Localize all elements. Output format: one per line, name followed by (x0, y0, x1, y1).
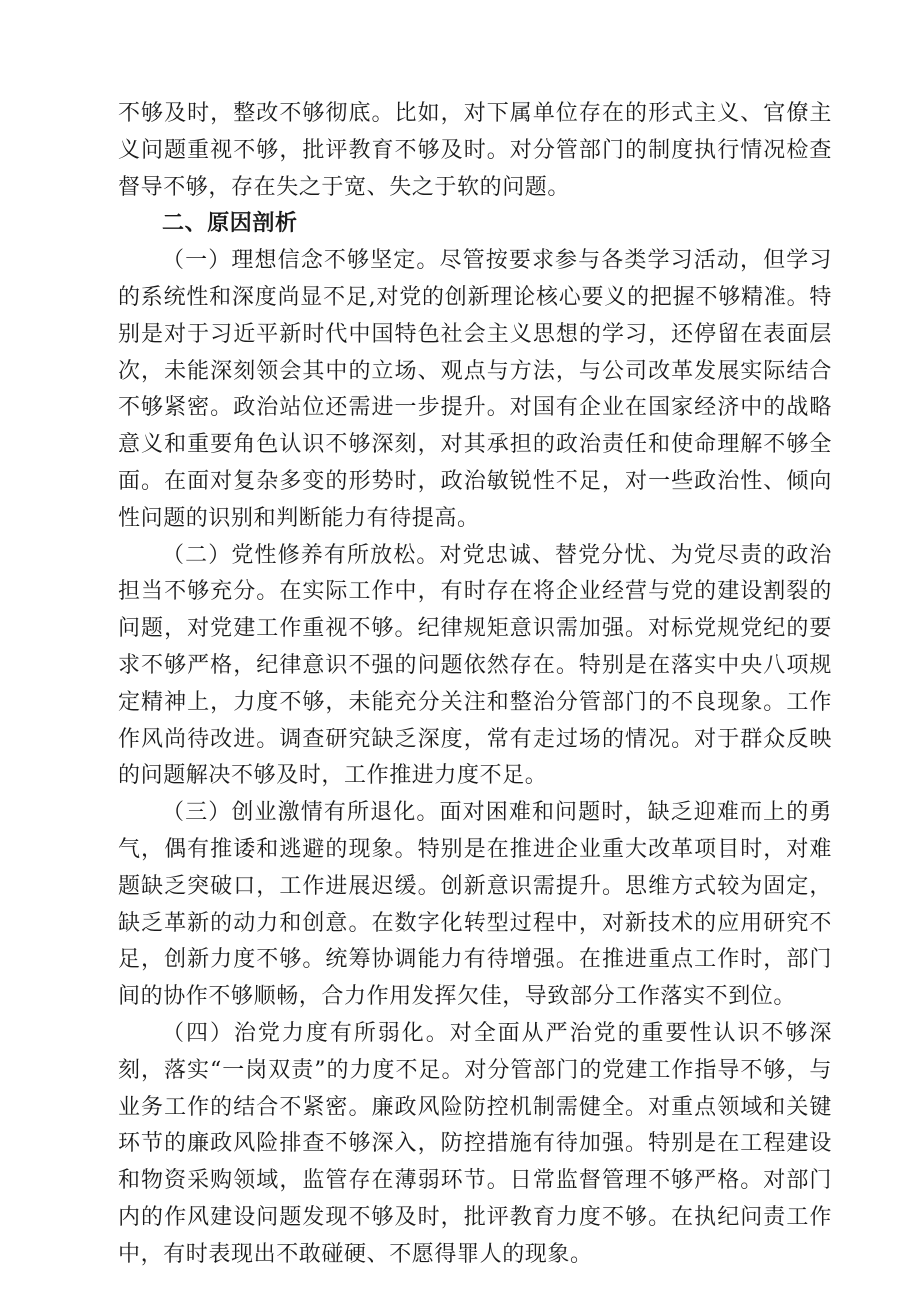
intro-paragraph: 不够及时，整改不够彻底。比如，对下属单位存在的形式主义、官僚主义问题重视不够，批评教育不够及时。对分管部门的制度执行情况检查督导不够，存在失之于宽、失之于软的问题。 (118, 101, 832, 200)
section-heading: 二、原因剖析 (162, 211, 298, 237)
paragraph-party-spirit: （二）党性修养有所放松。对党忠诚、替党分忧、为党尽责的政治担当不够充分。在实际工作中，有时存在将企业经营与党的建设割裂的问题，对党建工作重视不够。纪律规矩意识需加强。对标党规党纪的要求不够严格，纪律意识不强的问题依然存在。特别是在落实中央八项规定精神上，力度不够，未能充分关注和整治分管部门的不良现象。工作作风尚待改进。调查研究缺乏深度，常有走过场的情况。对于群众反映的问题解决不够及时，工作推进力度不足。 (118, 542, 832, 789)
paragraph-party-governance: （四）治党力度有所弱化。对全面从严治党的重要性认识不够深刻，落实“一岗双责”的力度不足。对分管部门的党建工作指导不够，与业务工作的结合不紧密。廉政风险防控机制需健全。对重点领域和关键环节的廉政风险排查不够深入，防控措施有待加强。特别是在工程建设和物资采购领域，监管存在薄弱环节。日常监督管理不够严格。对部门内的作风建设问题发现不够及时，批评教育力度不够。在执纪问责工作中，有时表现出不敢碰硬、不愿得罪人的现象。 (118, 1020, 832, 1267)
paragraph-ideals: （一）理想信念不够坚定。尽管按要求参与各类学习活动，但学习的系统性和深度尚显不足,对党的创新理论核心要义的把握不够精准。特别是对于习近平新时代中国特色社会主义思想的学习，还停留在表面层次，未能深刻领会其中的立场、观点与方法，与公司改革发展实际结合不够紧密。政治站位还需进一步提升。对国有企业在国家经济中的战略意义和重要角色认识不够深刻，对其承担的政治责任和使命理解不够全面。在面对复杂多变的形势时，政治敏锐性不足，对一些政治性、倾向性问题的识别和判断能力有待提高。 (118, 248, 832, 531)
paragraph-entrepreneurship: （三）创业激情有所退化。面对困难和问题时，缺乏迎难而上的勇气，偶有推诿和逃避的现象。特别是在推进企业重大改革项目时，对难题缺乏突破口，工作进展迟缓。创新意识需提升。思维方式较为固定，缺乏革新的动力和创意。在数字化转型过程中，对新技术的应用研究不足，创新力度不够。统筹协调能力有待增强。在推进重点工作时，部门间的协作不够顺畅，合力作用发挥欠佳，导致部分工作落实不到位。 (118, 800, 832, 1010)
document-body (118, 96, 832, 1274)
